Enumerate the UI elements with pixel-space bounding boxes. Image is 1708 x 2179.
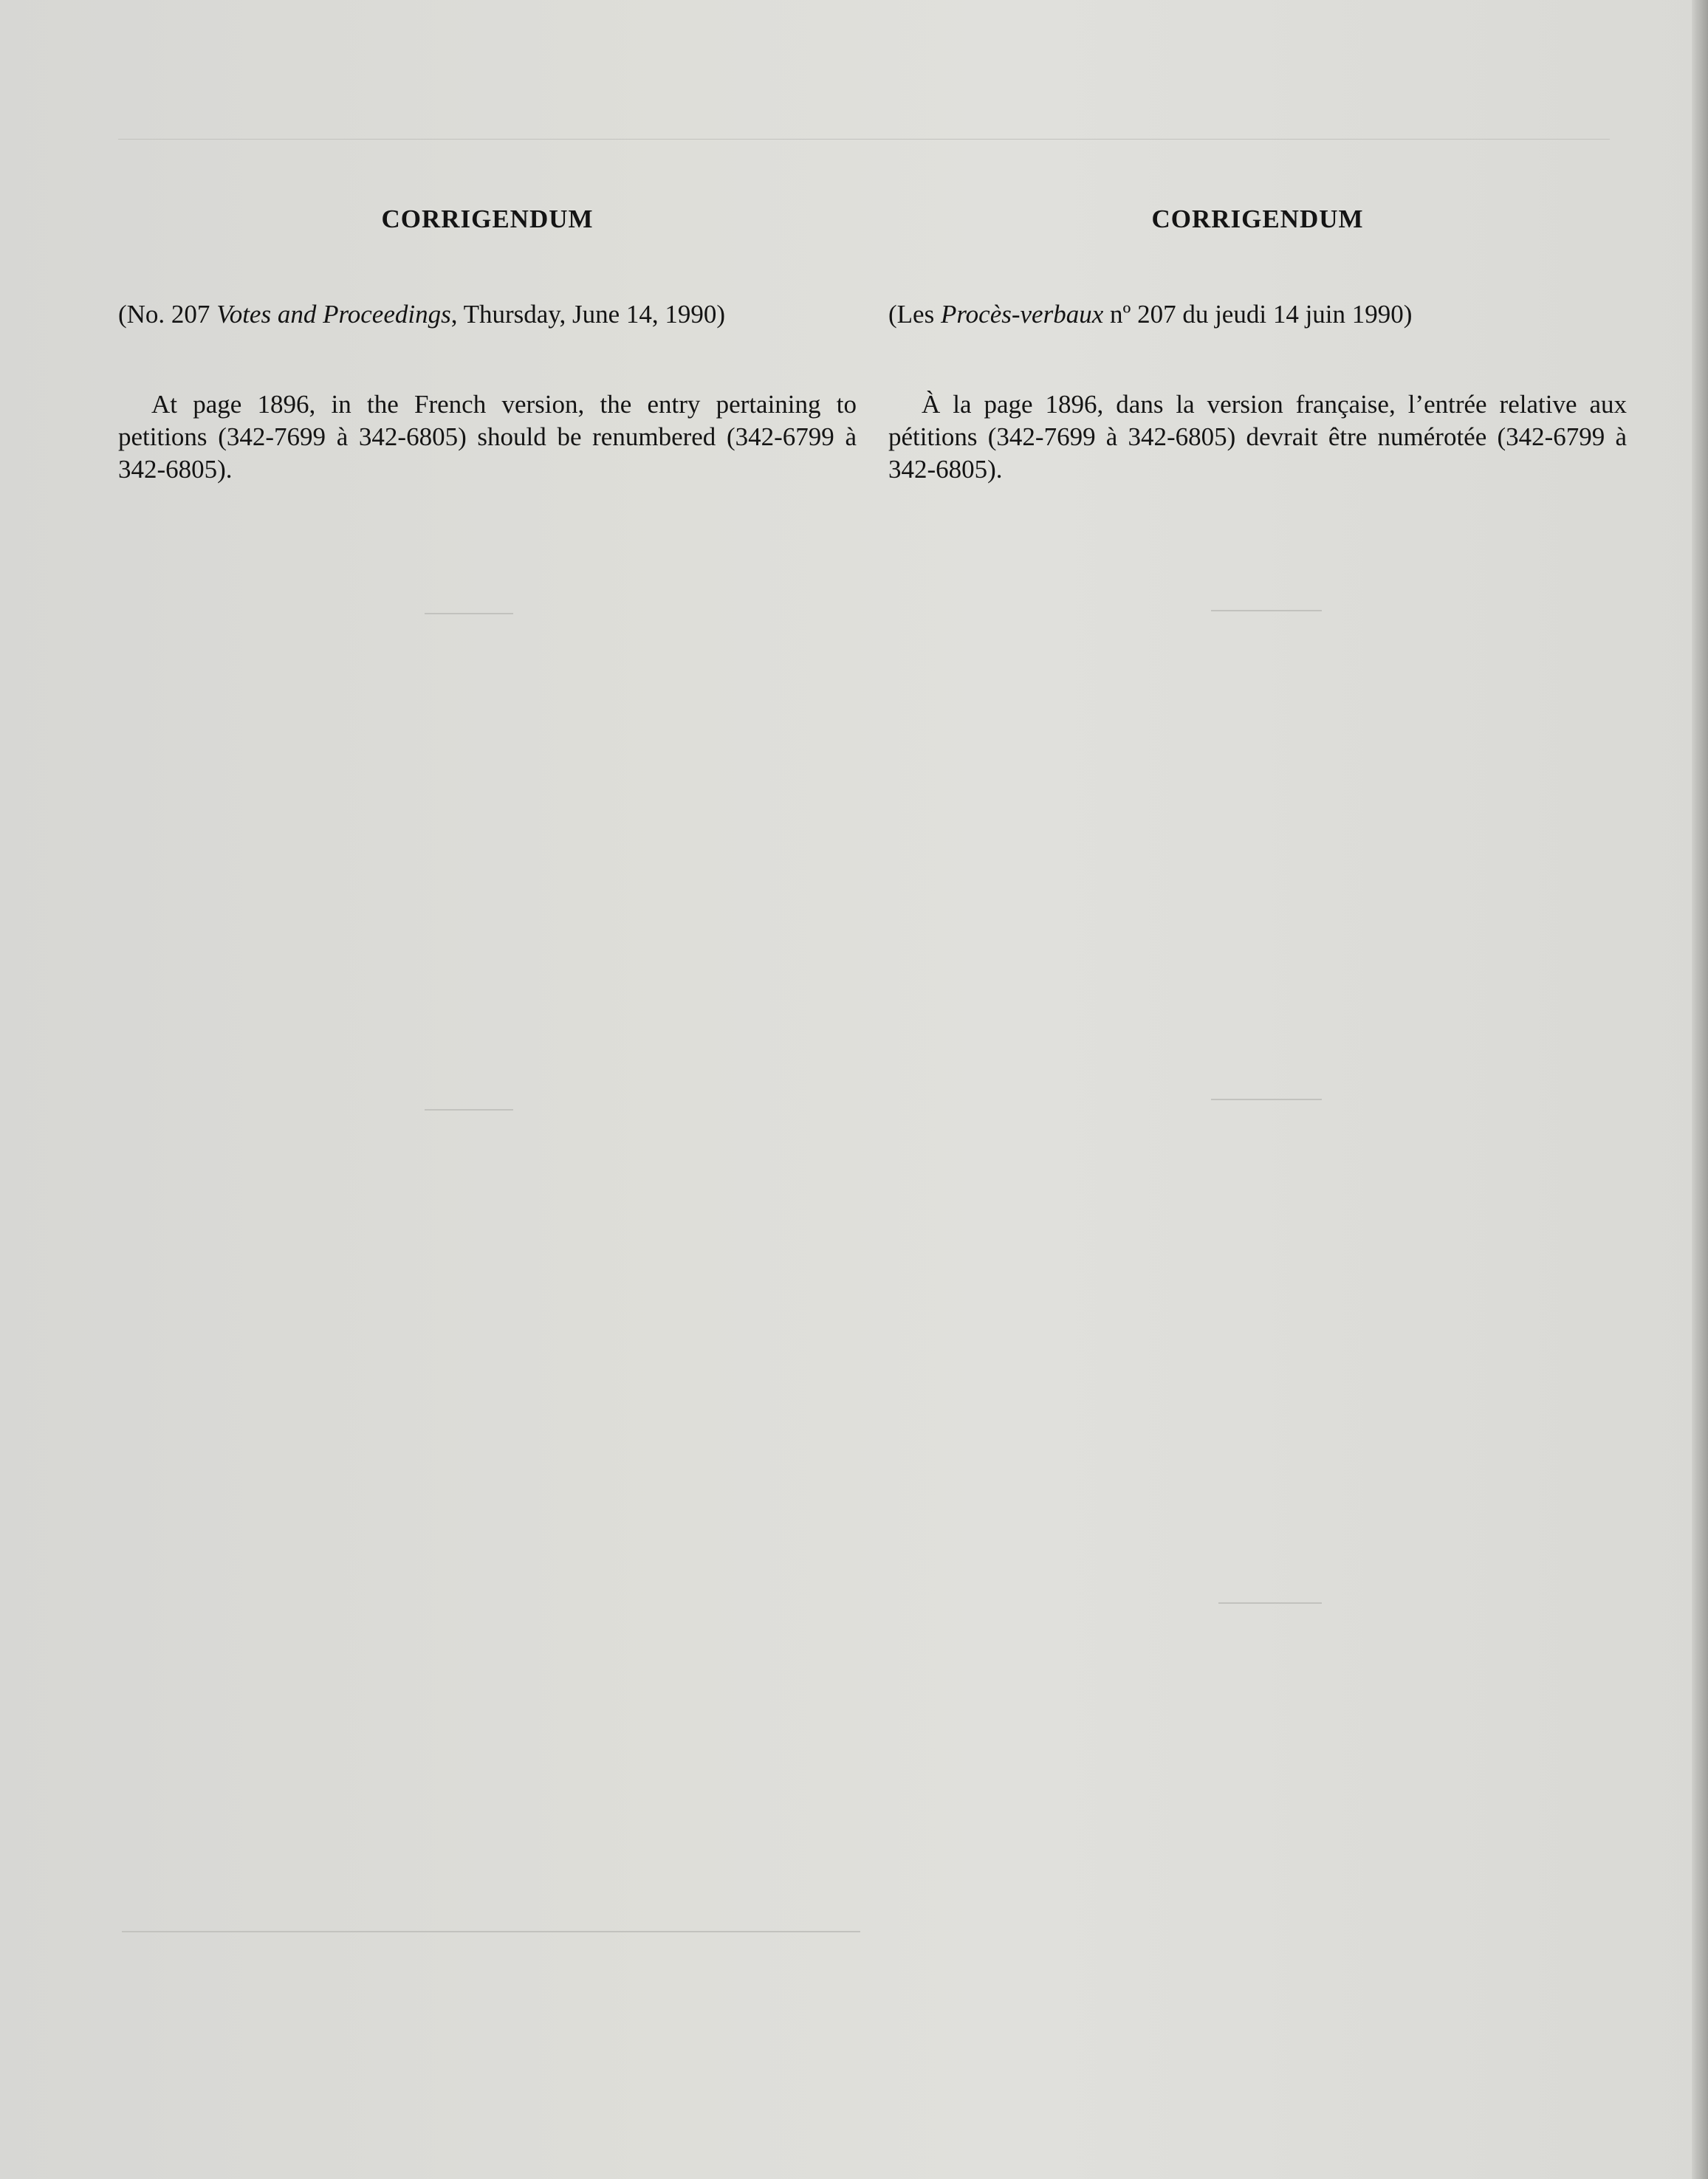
- citation-title: Procès-verbaux: [940, 300, 1104, 329]
- english-column: [118, 203, 857, 486]
- citation-suffix: nº 207 du jeudi 14 juin 1990): [1103, 300, 1413, 329]
- citation-prefix: (Les: [888, 300, 941, 329]
- show-through-rule: [1211, 1099, 1322, 1100]
- correction-paragraph: À la page 1896, dans la version française, l’entrée relative aux pétitions (342-7699 à 342-6805) devrait être numérotée (342-6799 à 342-6805).: [888, 390, 1627, 484]
- show-through-rule: [425, 1109, 513, 1111]
- citation-suffix: , Thursday, June 14, 1990): [450, 300, 726, 329]
- correction-paragraph: At page 1896, in the French version, the entry pertaining to petitions (342-7699 à 342-6805) should be renumbered (342-6799 à 342-6805).: [118, 390, 857, 484]
- page-edge-shadow: [1692, 0, 1708, 2179]
- show-through-rule: [122, 1931, 860, 1932]
- show-through-rule: [118, 139, 1610, 140]
- french-column: [888, 203, 1627, 486]
- show-through-rule: [1218, 1602, 1322, 1604]
- corrigendum-heading: CORRIGENDUM: [1151, 205, 1364, 233]
- citation-prefix: (No. 207: [118, 300, 217, 329]
- show-through-rule: [1211, 610, 1322, 611]
- citation: [888, 298, 1627, 331]
- citation: [118, 298, 857, 331]
- show-through-rule: [425, 613, 513, 614]
- citation-title: Votes and Proceedings: [216, 300, 451, 329]
- corrigendum-heading: CORRIGENDUM: [381, 205, 594, 233]
